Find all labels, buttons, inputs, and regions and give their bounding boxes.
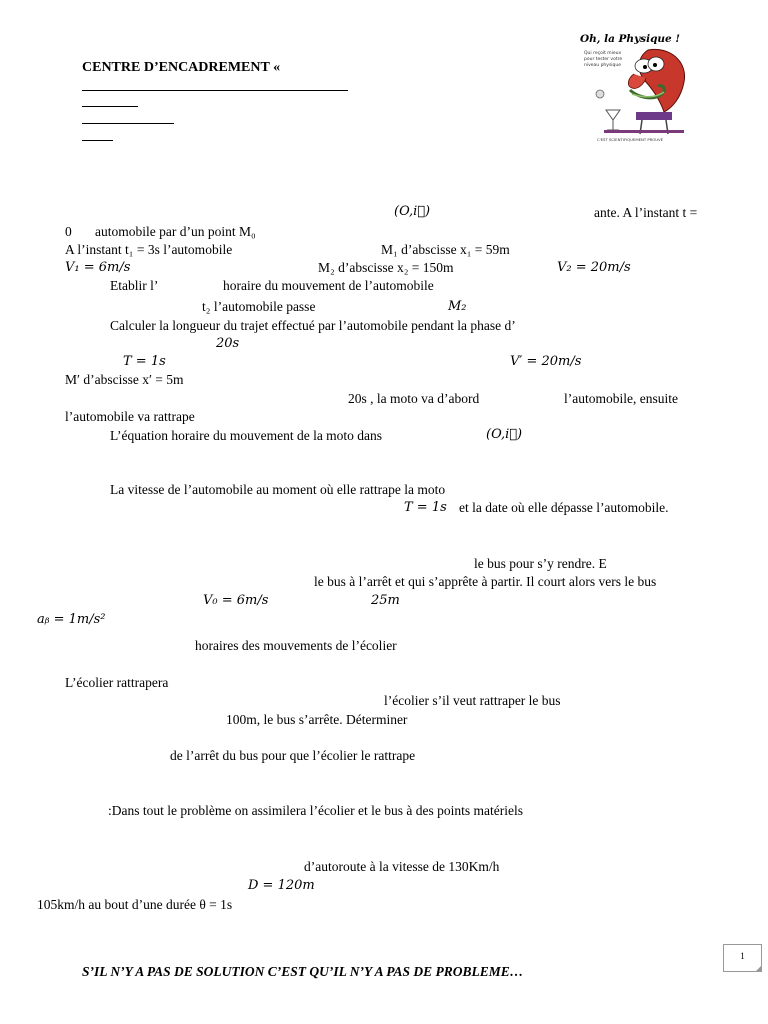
line-12: l’automobile va rattrape — [65, 409, 195, 424]
line-6-right: M₂ — [448, 299, 467, 314]
line-10: M′ d’abscisse x′ = 5m — [65, 372, 184, 387]
line-15-mid: T = 1s — [404, 500, 447, 515]
line-21: L’écolier rattrapera — [65, 675, 169, 690]
line-13-right: (O,i⃗) — [486, 427, 523, 442]
line-16: le bus pour s’y rendre. E — [474, 556, 607, 571]
line-3-left: A l’instant t₁ = 3s l’automobile — [65, 242, 233, 257]
line-1-vector: (O,i⃗) — [394, 204, 431, 219]
logo-tagline-3: niveau physique — [584, 63, 622, 68]
logo-bottom-text: C'EST SCIENTIFIQUEMENT PROUVÉ — [596, 137, 664, 142]
line-9-left: T = 1s — [123, 354, 166, 369]
line-4-v2: V₂ = 20m/s — [557, 260, 631, 275]
line-20: horaires des mouvements de l’écolier — [195, 638, 397, 653]
line-13-left: L’équation horaire du mouvement de la moto dans — [110, 428, 383, 443]
page-number: 1 — [740, 951, 745, 961]
line-3-right: M₁ d’abscisse x₁ = 59m — [381, 242, 510, 257]
header-underline-4 — [82, 140, 113, 141]
line-7: Calculer la longueur du trajet effectué par l’automobile pendant la phase d’ — [110, 318, 516, 333]
line-8: 20s — [216, 336, 240, 351]
line-28: 105km/h au bout d’une durée θ = 1s — [37, 897, 233, 912]
line-25: :Dans tout le problème on assimilera l’écolier et le bus à des points matériels — [108, 803, 524, 818]
line-18-right: 25m — [371, 593, 400, 608]
logo-tagline-2: pour tester votre — [584, 57, 623, 62]
header-underline-2 — [82, 106, 138, 107]
page-number-box — [723, 944, 762, 972]
line-2-text: automobile par d’un point M₀ — [95, 224, 256, 239]
line-4-m2: M₂ d’abscisse x₂ = 150m — [318, 260, 454, 275]
line-22: l’écolier s’il veut rattraper le bus — [384, 693, 561, 708]
logo-tagline-1: Qui reçoit mieux — [584, 51, 622, 56]
header-underline-1 — [82, 90, 348, 91]
line-15-right: et la date où elle dépasse l’automobile. — [459, 500, 669, 515]
logo-title: Oh, la Physique ! — [580, 33, 680, 45]
line-11-right: l’automobile, ensuite — [564, 391, 678, 406]
header-title: CENTRE D’ENCADREMENT « — [82, 60, 281, 75]
line-5-left: Etablir l’ — [110, 278, 159, 293]
header-underline-3 — [82, 123, 174, 124]
line-1-right: ante. A l’instant t = — [594, 205, 698, 220]
oh-la-physique-logo — [560, 28, 700, 144]
line-6-left: t₂ l’automobile passe — [202, 299, 316, 314]
line-26: d’autoroute à la vitesse de 130Km/h — [304, 859, 500, 874]
line-18-left: V₀ = 6m/s — [203, 593, 269, 608]
line-14: La vitesse de l’automobile au moment où elle rattrape la moto — [110, 482, 446, 497]
line-2-zero: 0 — [65, 224, 72, 239]
line-4-v1: V₁ = 6m/s — [65, 260, 131, 275]
line-27: D = 120m — [248, 878, 315, 893]
line-5-right: horaire du mouvement de l’automobile — [223, 278, 434, 293]
footer-motto: S’IL N’Y A PAS DE SOLUTION C’EST QU’IL N’Y A PAS DE PROBLEME… — [82, 964, 524, 979]
line-19: aᵦ = 1m/s² — [37, 612, 106, 627]
line-11-mid: 20s , la moto va d’abord — [348, 391, 480, 406]
line-24: de l’arrêt du bus pour que l’écolier le rattrape — [170, 748, 416, 763]
line-17: le bus à l’arrêt et qui s’apprête à partir. Il court alors vers le bus — [314, 574, 657, 589]
line-23: 100m, le bus s’arrête. Déterminer — [226, 712, 408, 727]
line-9-right: V′ = 20m/s — [510, 354, 582, 369]
